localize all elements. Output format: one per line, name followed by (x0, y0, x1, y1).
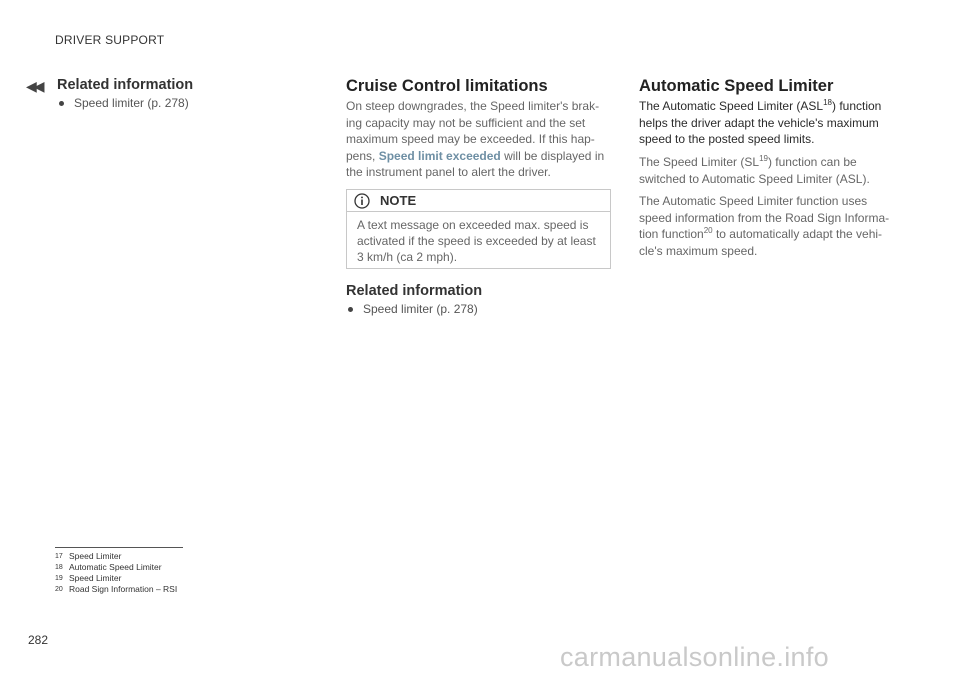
intro-line (639, 98, 909, 115)
paragraph-line: The Automatic Speed Limiter function uses (639, 194, 868, 208)
paragraph-line: the instrument panel to alert the driver. (346, 165, 551, 179)
line-suffix: will be displayed in (500, 148, 605, 163)
intro-line: helps the driver adapt the vehicle's maximum (639, 115, 879, 130)
page-number: 282 (28, 633, 49, 647)
note-title: NOTE (380, 193, 417, 208)
asl-function-paragraph (639, 193, 909, 243)
note-line: activated if the speed is exceeded by at least (357, 234, 596, 248)
footnote (55, 562, 162, 572)
related-link-text[interactable]: Speed limiter (p. 278) (363, 302, 478, 316)
paragraph-line: speed information from the Road Sign Informa- (639, 210, 890, 225)
automatic-speed-limiter-title: Automatic Speed Limiter (639, 77, 834, 95)
paragraph-line: On steep downgrades, the Speed limiter's brak- (346, 99, 600, 113)
paragraph-line: maximum speed may be exceeded. If this hap- (346, 132, 595, 146)
footnote-text: Automatic Speed Limiter (69, 562, 162, 572)
footnote-number: 18 (55, 564, 63, 571)
paragraph-line: ing capacity may not be sufficient and the set (346, 115, 586, 130)
footnote-ref[interactable]: 19 (759, 154, 768, 163)
related-info-title-middle: Related information (346, 283, 483, 299)
paragraph-text: ) function can be (767, 155, 857, 169)
speed-limit-exceeded-message: Speed limit exceeded (378, 148, 501, 163)
related-link-text[interactable]: Speed limiter (p. 278) (74, 96, 189, 110)
footnote-number: 20 (55, 586, 63, 593)
intro-line: speed to the posted speed limits. (639, 132, 815, 146)
note-box (346, 189, 611, 269)
intro-text: The Automatic Speed Limiter (ASL (639, 99, 824, 113)
footnote-number: 17 (55, 553, 63, 560)
asl-intro-paragraph (639, 98, 909, 148)
paragraph-line (639, 154, 909, 171)
footnote-number: 19 (55, 575, 63, 582)
footnote (55, 573, 121, 583)
intro-text: ) function (832, 99, 882, 113)
bullet-icon (59, 101, 64, 106)
sl-switch-paragraph (639, 154, 909, 187)
line-prefix: pens, (346, 148, 379, 163)
related-link-left[interactable] (57, 96, 189, 110)
double-chevron-left-icon[interactable]: ◀◀ (26, 78, 42, 94)
note-header (347, 190, 610, 212)
footnote (55, 551, 121, 561)
paragraph-text: The Speed Limiter (SL (639, 155, 760, 169)
note-line: A text message on exceeded max. speed is (357, 218, 589, 232)
footnote-ref[interactable]: 18 (823, 98, 832, 107)
info-circle-icon (354, 193, 370, 209)
related-info-title-left: Related information (57, 77, 194, 93)
footnote-text: Speed Limiter (69, 551, 122, 561)
paragraph-line (346, 148, 616, 165)
cruise-control-paragraph (346, 98, 616, 181)
note-line: 3 km/h (ca 2 mph). (357, 250, 458, 264)
paragraph-line (639, 226, 909, 243)
watermark: carmanualsonline.info (560, 642, 829, 672)
note-text (357, 217, 605, 265)
bullet-icon (348, 307, 353, 312)
paragraph-line: cle's maximum speed. (639, 244, 758, 258)
section-header: DRIVER SUPPORT (55, 33, 165, 47)
paragraph-text: tion function (639, 227, 704, 241)
paragraph-line: switched to Automatic Speed Limiter (ASL). (639, 171, 870, 186)
paragraph-text: to automatically adapt the vehi- (712, 227, 883, 241)
footnote-divider (55, 547, 183, 548)
related-link-middle[interactable] (346, 302, 478, 316)
footnote-ref[interactable]: 20 (703, 226, 713, 235)
cruise-control-title: Cruise Control limitations (346, 77, 548, 95)
footnote-text: Road Sign Information – RSI (69, 584, 178, 594)
footnote (55, 584, 177, 594)
footnote-text: Speed Limiter (69, 573, 122, 583)
